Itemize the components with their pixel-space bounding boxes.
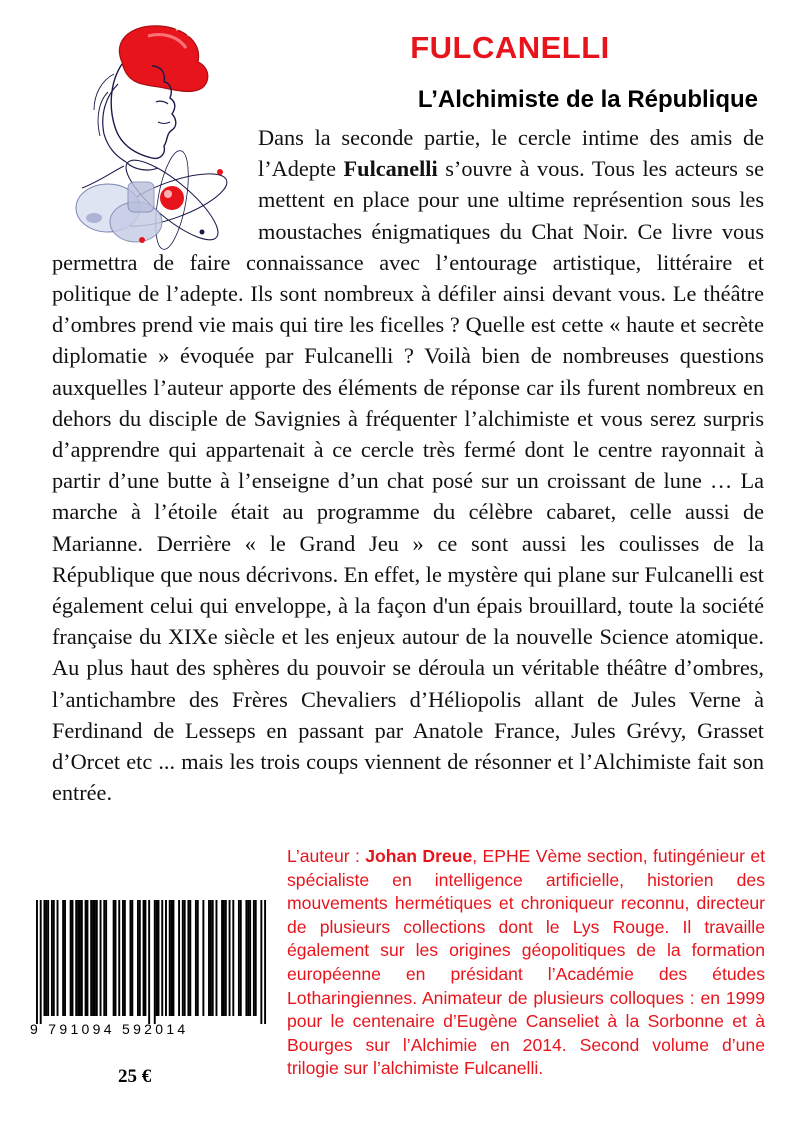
- barcode-bar: [221, 900, 223, 1016]
- barcode-bar: [171, 900, 173, 1016]
- barcode-bar: [182, 900, 184, 1016]
- barcode-bar: [72, 900, 74, 1016]
- barcode-bar: [79, 900, 81, 1016]
- barcode-bar: [85, 900, 87, 1016]
- barcode-bar: [100, 900, 102, 1016]
- barcode-bar: [92, 900, 94, 1016]
- barcode-bar: [81, 900, 83, 1016]
- barcode-bar: [118, 900, 120, 1016]
- barcode-bar: [47, 900, 49, 1016]
- barcode-bar: [103, 900, 105, 1016]
- barcode-bar: [57, 900, 59, 1016]
- barcode-bar: [255, 900, 257, 1016]
- barcode-bar: [148, 900, 150, 1024]
- barcode-bar: [70, 900, 72, 1016]
- barcode-bar: [223, 900, 225, 1016]
- logo-wrap-spacer: [52, 122, 258, 246]
- barcode-bar: [240, 900, 242, 1016]
- barcode-bar: [197, 900, 199, 1016]
- book-title: FULCANELLI: [410, 30, 610, 65]
- barcode-bar: [90, 900, 92, 1016]
- author-name: Johan Dreue: [365, 846, 473, 866]
- barcode-bar: [189, 900, 191, 1016]
- author-bio: , EPHE Vème section, futingénieur et spécialiste en intelligence artificielle, historien des mouvements hermétiques et chroniqueur reconnu, directeur de plusieurs collections dont le Lys Rouge. Il travaille également sur les origines géopolitiques de la formation européenne en présidant l’Académie des études Lotharingiennes. Animateur de plusieurs colloques : en 1999 pour le centenaire d’Eugène Canseliet à la Sorbonne et à Bourges sur l’Alchimie en 2014. Second volume d’une trilogie sur l’alchimiste Fulcanelli.: [287, 846, 765, 1079]
- barcode-bar: [264, 900, 266, 1024]
- barcode-bar: [210, 900, 212, 1016]
- blurb-rest: s’ouvre à vous. Tous les acteurs se mettent en place pour une ultime représention sous les moustaches énigmatiques du Chat Noir. Ce livre vous permettra de faire connaissance avec l’entourage artistique, littéraire et politique de l’adepte. Ils sont nombreux à défiler ainsi devant vous. Le théâtre d’ombres prend vie mais qui tire les ficelles ? Quelle est cette « haute et secrète diplomatie » évoquée par Fulcanelli ? Voilà bien de nombreuses questions auxquelles l’auteur apporte des éléments de réponse car ils furent nombreux en dehors du disciple de Savignies à fréquenter l’alchimiste et vous serez surpris d’apprendre qui appartenait à ce cercle très fermé dont le centre rayonnait à partir d’une butte à l’enseigne d’un chat posé sur un croissant de lune … La marche à l’étoile était au programme du célèbre cabaret, celle aussi de Marianne. Derrière « le Grand Jeu » ce sont aussi les coulisses de la République que nous décrivons. En effet, le mystère qui plane sur Fulcanelli est également celui qui enveloppe, à la façon d'un épais brouillard, toute la société française du XIXe siècle et les enjeux autour de la nouvelle Science atomique. Au plus haut des sphères du pouvoir se déroula un véritable théâtre d’ombres, l’antichambre des Frères Chevaliers d’Héliopolis allant de Jules Verne à Ferdinand de Lesseps en passant par Anatole France, Jules Grévy, Grasset d’Orcet etc ... mais les trois coups viennent de résonner et l’Alchimiste fait son entrée.: [52, 156, 764, 806]
- barcode-bar: [43, 900, 45, 1016]
- isbn-digits: 9 791094 592014: [30, 1021, 189, 1037]
- barcode-bar: [62, 900, 64, 1016]
- barcode-bar: [124, 900, 126, 1016]
- barcode-bar: [229, 900, 231, 1016]
- isbn-barcode: [30, 900, 272, 1028]
- barcode-bar: [216, 900, 218, 1016]
- barcode-bar: [51, 900, 53, 1016]
- barcode-bar: [253, 900, 255, 1016]
- barcode-bar: [208, 900, 210, 1016]
- barcode-bar: [86, 900, 88, 1016]
- barcode-bar: [202, 900, 204, 1016]
- barcode-bar: [260, 900, 262, 1024]
- author-prefix: L’auteur :: [287, 846, 366, 866]
- barcode-bar: [232, 900, 234, 1016]
- barcode-bar: [249, 900, 251, 1016]
- barcode-bar: [45, 900, 47, 1016]
- barcode-bar: [165, 900, 167, 1016]
- barcode-bar: [245, 900, 247, 1016]
- barcode-bar: [144, 900, 146, 1016]
- barcode-bar: [158, 900, 160, 1016]
- barcode-bar: [105, 900, 107, 1016]
- barcode-bar: [178, 900, 180, 1016]
- barcode-bar: [64, 900, 66, 1016]
- barcode-bar: [247, 900, 249, 1016]
- barcode-bar: [40, 900, 42, 1024]
- barcode-bar: [195, 900, 197, 1016]
- barcode-bar: [113, 900, 115, 1016]
- barcode-bar: [96, 900, 98, 1016]
- barcode-bar: [131, 900, 133, 1016]
- author-note: [287, 845, 765, 1081]
- barcode-bar: [94, 900, 96, 1016]
- book-subtitle: L’Alchimiste de la République: [417, 86, 758, 113]
- blurb-paragraph: [52, 122, 764, 808]
- barcode-bar: [156, 900, 158, 1016]
- barcode-bar: [173, 900, 175, 1016]
- barcode-bar: [238, 900, 240, 1016]
- barcode-bar: [115, 900, 117, 1016]
- barcode-bar: [161, 900, 163, 1016]
- barcode-bar: [154, 900, 156, 1024]
- barcode-bar: [184, 900, 186, 1016]
- barcode-bar: [122, 900, 124, 1016]
- barcode-bar: [187, 900, 189, 1016]
- barcode-bar: [139, 900, 141, 1016]
- barcode-bar: [169, 900, 171, 1016]
- barcode-bar: [212, 900, 214, 1016]
- barcode-bar: [75, 900, 77, 1016]
- barcode-bar: [53, 900, 55, 1016]
- barcode-bar: [130, 900, 132, 1016]
- price-label: 25 €: [118, 1066, 152, 1087]
- barcode-bar: [36, 900, 38, 1024]
- barcode-bar: [225, 900, 227, 1016]
- blurb-name-bold: Fulcanelli: [343, 156, 438, 182]
- barcode-bar: [77, 900, 79, 1016]
- blurb-start: Dans la seconde partie, le cercle intime des amis de l’Adepte: [258, 125, 764, 182]
- barcode-bar: [137, 900, 139, 1016]
- barcode-bar: [143, 900, 145, 1016]
